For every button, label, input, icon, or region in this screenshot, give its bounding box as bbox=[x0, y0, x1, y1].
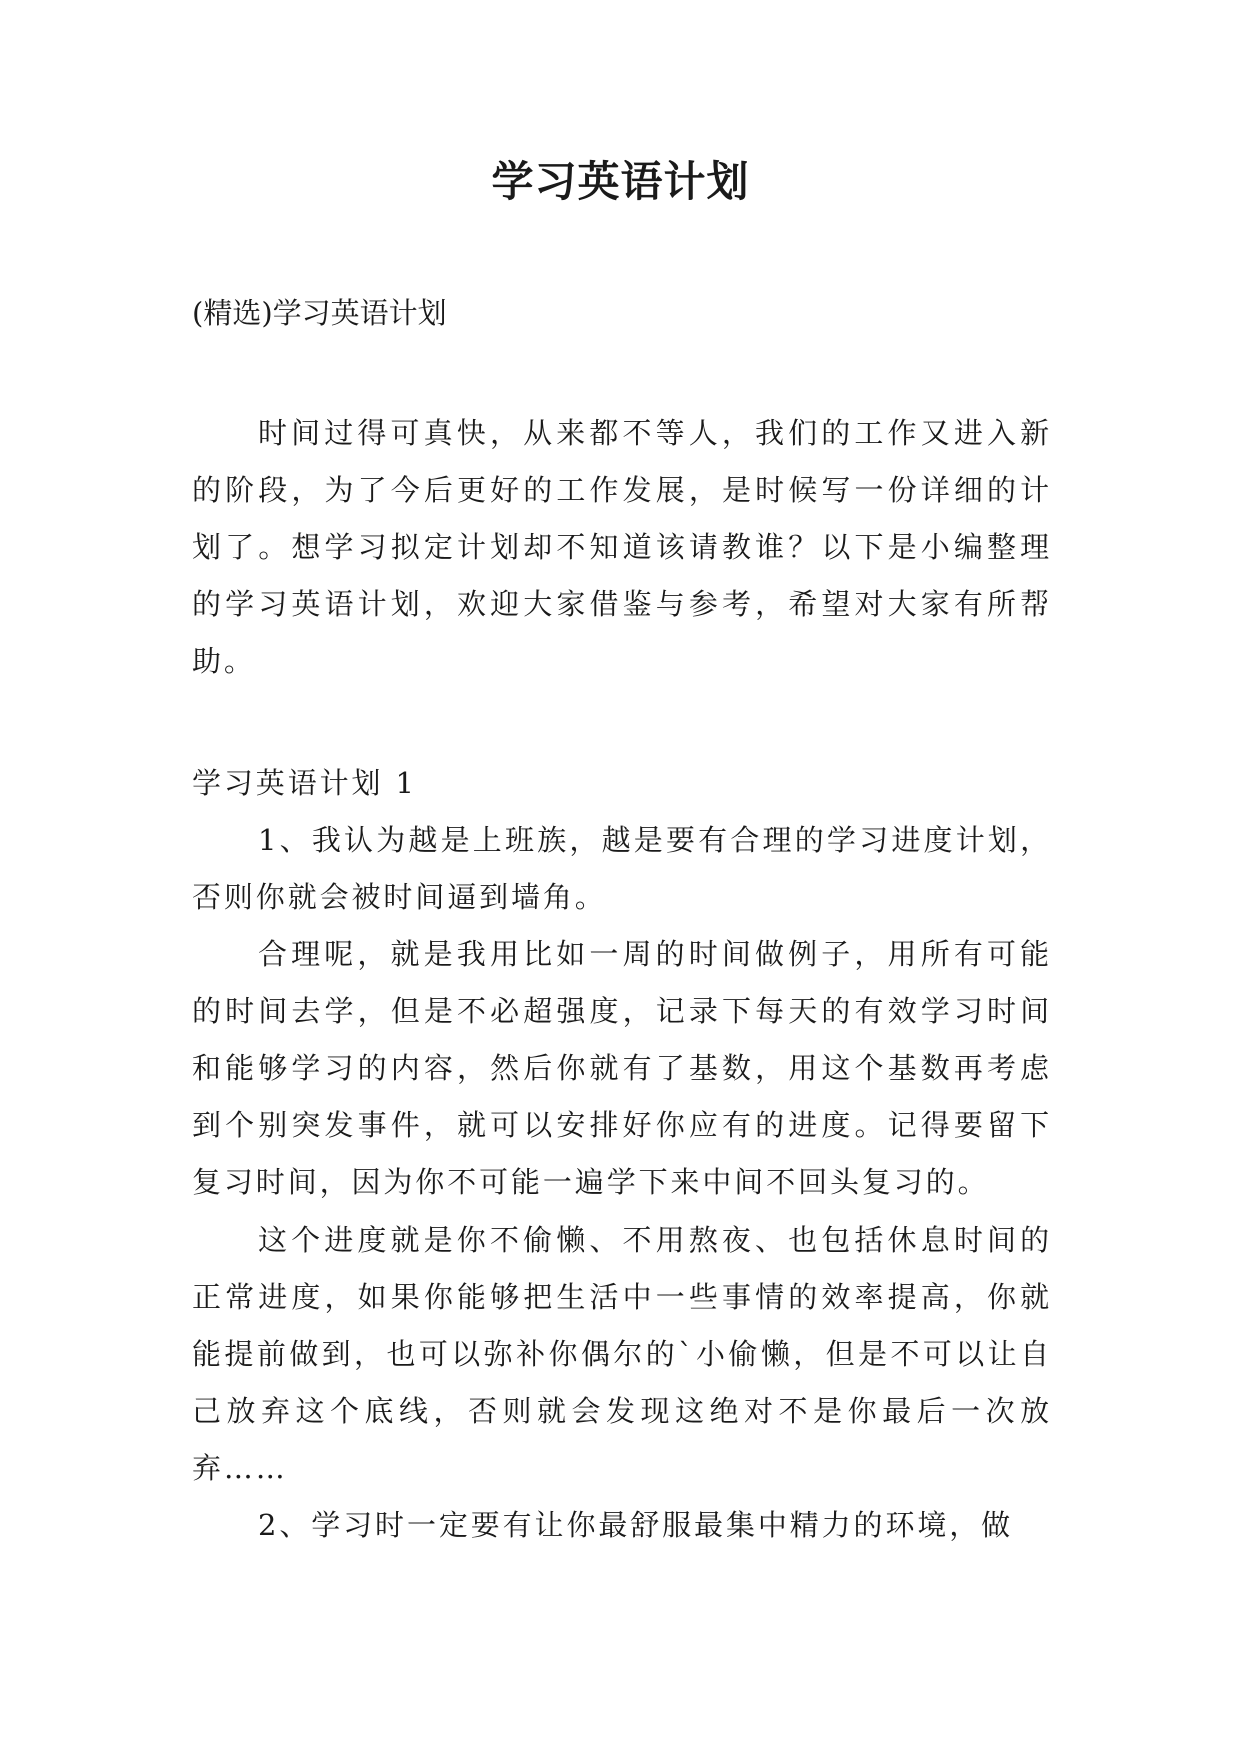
body-paragraph-1: 1、我认为越是上班族，越是要有合理的学习进度计划，否则你就会被时间逼到墙角。 bbox=[192, 823, 1052, 914]
body-paragraph-3: 这个进度就是你不偷懒、不用熬夜、也包括休息时间的正常进度，如果你能够把生活中一些事情的效率提高，你就能提前做到，也可以弥补你偶尔的`小偷懒，但是不可以让自己放弃这个底线，否则就会发现这绝对不是你最后一次放弃…… bbox=[192, 1223, 1052, 1485]
body-paragraph-2: 合理呢，就是我用比如一周的时间做例子，用所有可能的时间去学，但是不必超强度，记录下每天的有效学习时间和能够学习的内容，然后你就有了基数，用这个基数再考虑到个别突发事件，就可以安排好你应有的进度。记得要留下复习时间，因为你不可能一遍学下来中间不回头复习的。 bbox=[192, 937, 1052, 1199]
document-title: 学习英语计划 bbox=[491, 157, 750, 206]
document-subtitle: (精选)学习英语计划 bbox=[192, 296, 447, 330]
intro-paragraph: 时间过得可真快，从来都不等人，我们的工作又进入新的阶段，为了今后更好的工作发展，是时候写一份详细的计划了。想学习拟定计划却不知道该请教谁？以下是小编整理的学习英语计划，欢迎大家借鉴与参考，希望对大家有所帮助。 bbox=[192, 416, 1052, 678]
section-heading: 学习英语计划 1 bbox=[192, 766, 417, 800]
body-paragraph-4: 2、学习时一定要有让你最舒服最集中精力的环境，做 bbox=[258, 1508, 1014, 1542]
